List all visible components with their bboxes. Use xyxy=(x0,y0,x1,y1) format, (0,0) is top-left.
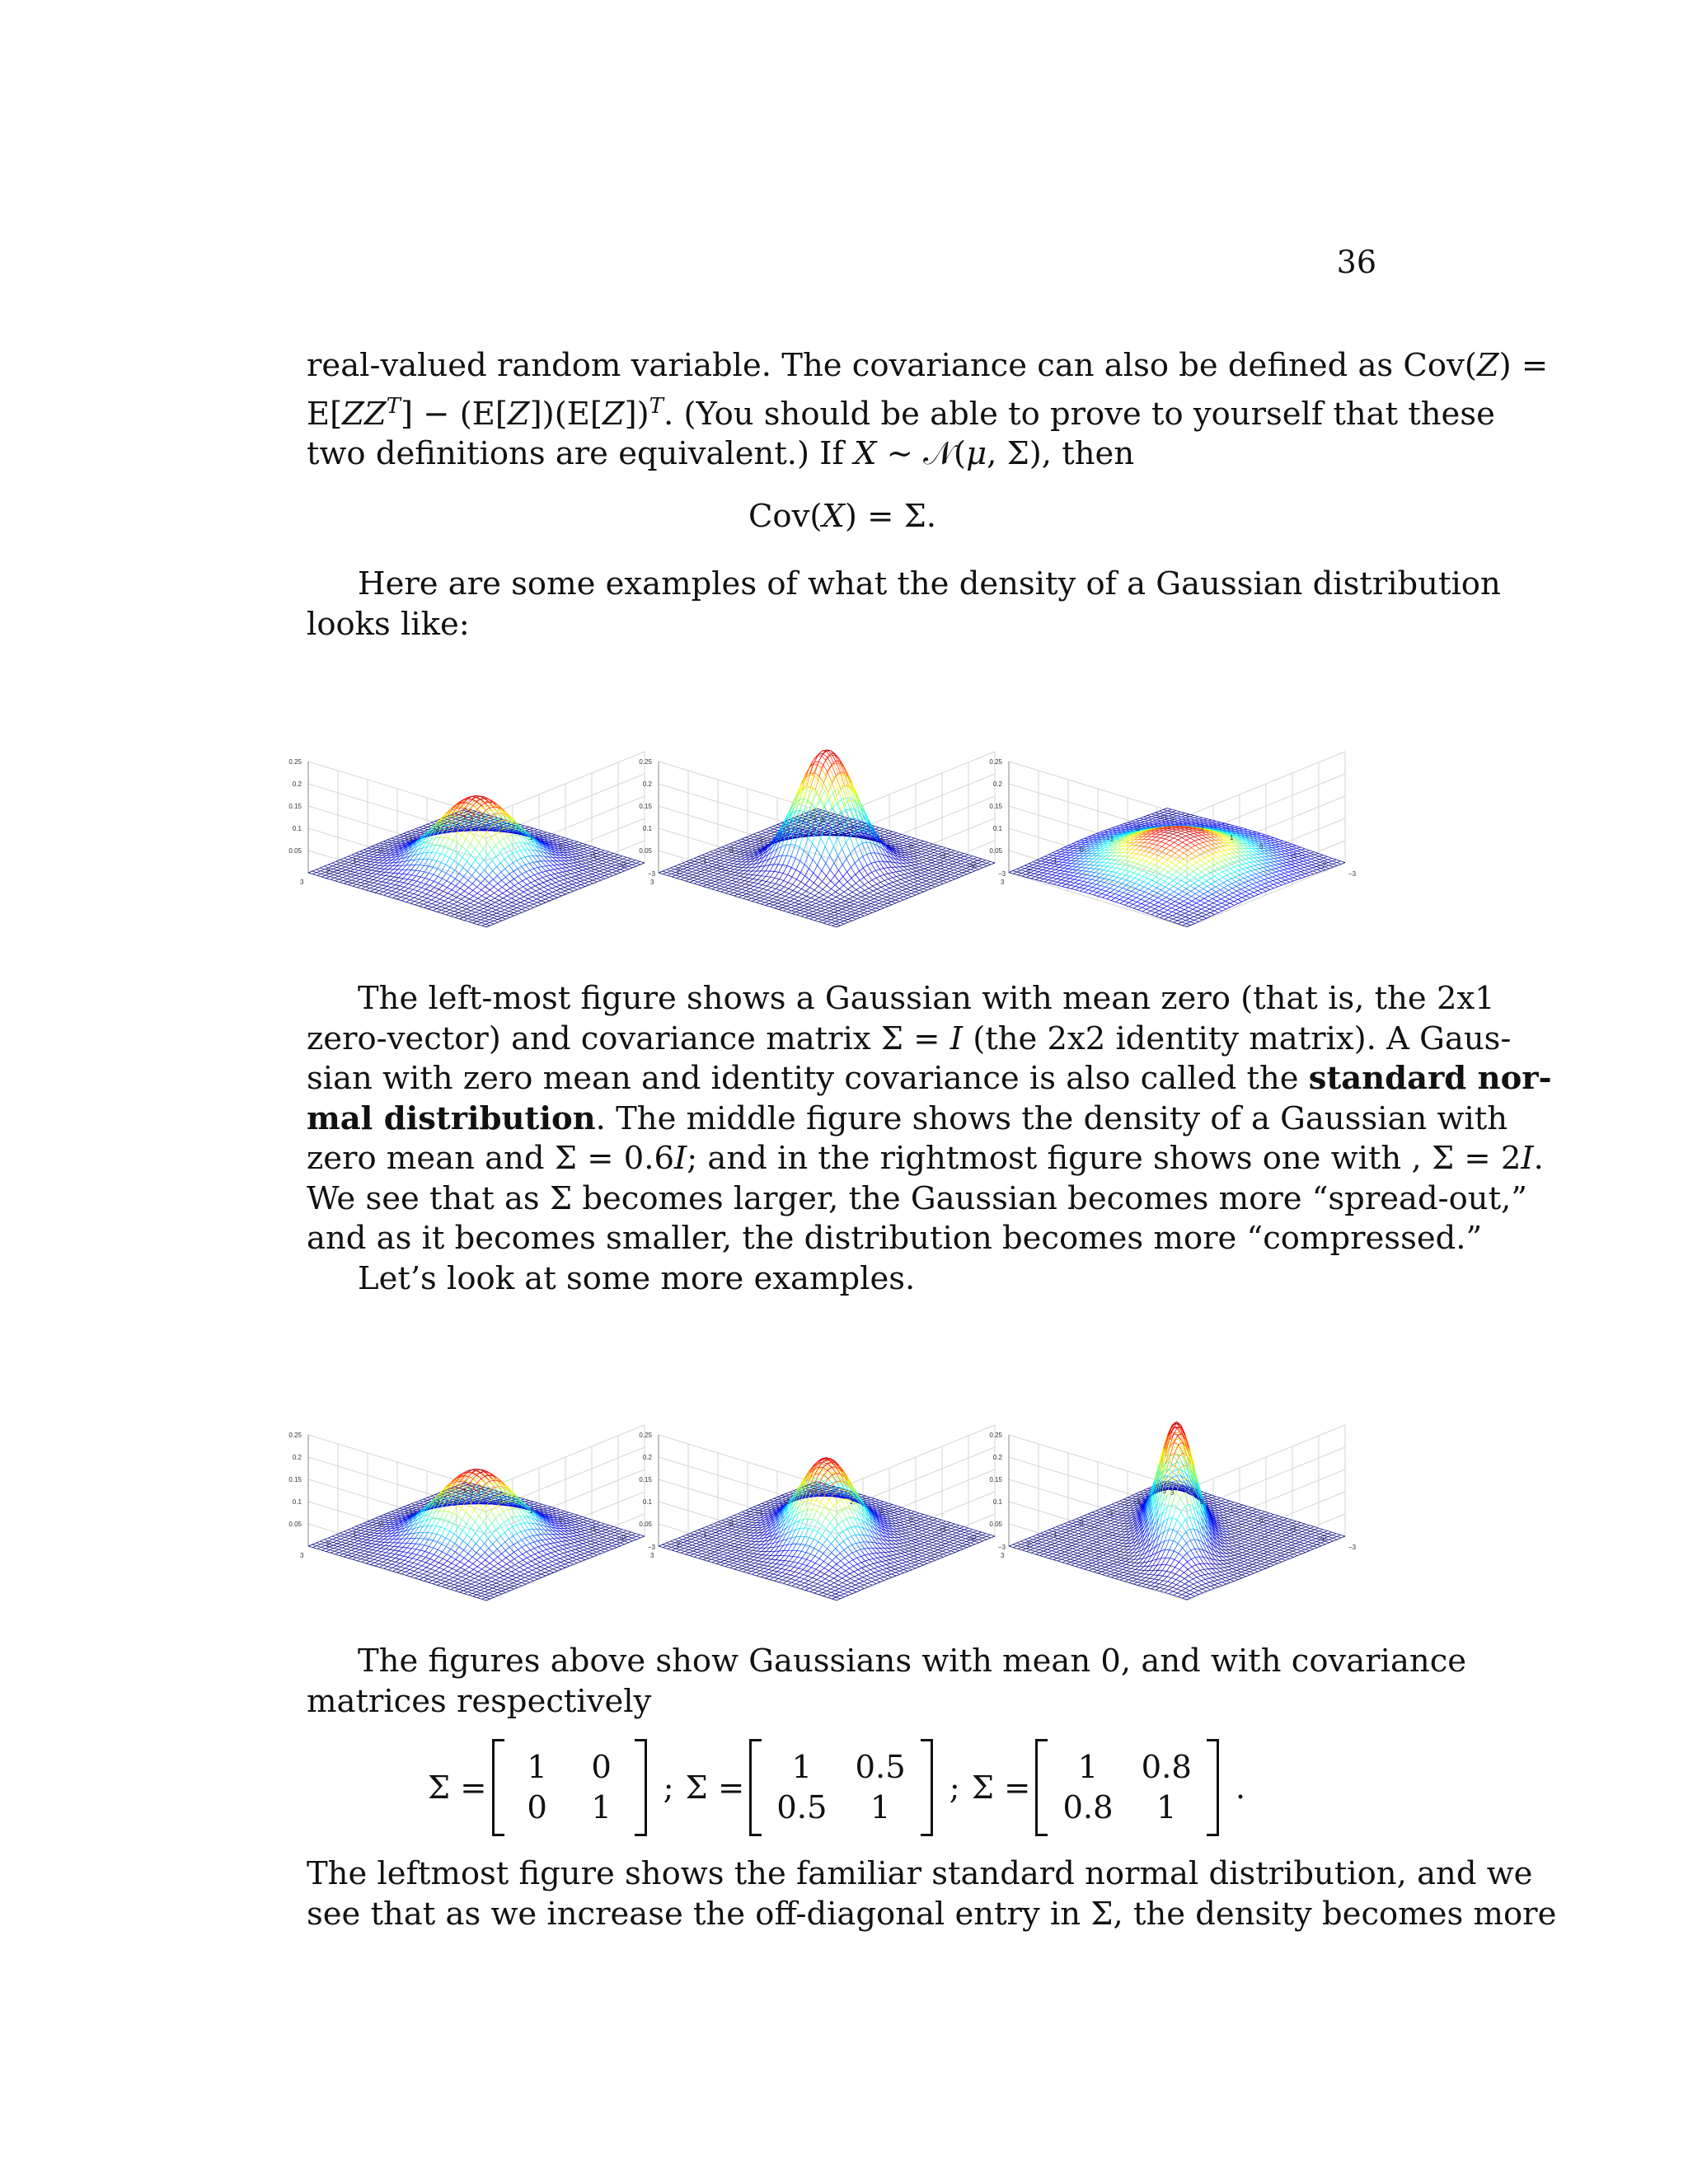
figure-row-correlated xyxy=(297,1339,1385,1624)
y-tick-label: 1 xyxy=(353,1530,357,1538)
z-tick-label: 0.25 xyxy=(288,1432,302,1439)
z-tick-label: 0.15 xyxy=(639,1476,652,1483)
y-tick-label: 1 xyxy=(1053,1530,1057,1538)
y-tick-label: 1 xyxy=(703,1530,707,1538)
sigma-label: Σ = xyxy=(428,1769,487,1807)
z-tick-label: 0.15 xyxy=(639,803,652,810)
y-tick-label: 3 xyxy=(1001,1552,1005,1559)
y-tick-label: 0 xyxy=(379,1520,383,1527)
x-tick-label: −2 xyxy=(968,861,977,869)
text-line: mal distribution. The middle figure shows the density of a Gaussian with xyxy=(307,1099,1378,1140)
x-tick-label: 3 xyxy=(470,816,474,823)
y-tick-label: −2 xyxy=(782,1498,790,1506)
z-tick-label: 0.2 xyxy=(643,780,653,788)
matrix-2: 1 0.5 0.5 1 xyxy=(749,1739,932,1836)
x-tick-label: 2 xyxy=(1200,825,1204,832)
x-tick-label: −3 xyxy=(648,1544,656,1551)
y-tick-label: 3 xyxy=(650,1552,654,1559)
text-line: The left-most figure shows a Gaussian with mean zero (that is, the 2x1 xyxy=(307,979,1378,1019)
z-tick-label: 0.25 xyxy=(989,758,1002,766)
x-tick-label: −2 xyxy=(968,1535,977,1542)
text-line: and as it becomes smaller, the distribution becomes more “compressed.” xyxy=(307,1219,1378,1259)
y-tick-label: −3 xyxy=(809,814,817,822)
y-tick-label: −3 xyxy=(458,814,467,822)
gaussian-surface-plot-5 xyxy=(639,1425,1006,1601)
page-number: 36 xyxy=(1302,244,1376,280)
y-tick-label: −2 xyxy=(1132,825,1141,832)
y-tick-label: −3 xyxy=(458,1488,467,1495)
x-tick-label: −1 xyxy=(588,1526,597,1533)
x-tick-label: −3 xyxy=(998,870,1006,878)
gaussian-surface-plot-2 xyxy=(639,750,1006,927)
y-tick-label: 2 xyxy=(1027,1541,1031,1549)
sigma-label: Σ = xyxy=(972,1769,1031,1807)
x-tick-label: 3 xyxy=(820,1489,824,1497)
z-tick-label: 0.05 xyxy=(639,1521,652,1528)
end-period: . xyxy=(1236,1769,1245,1807)
z-tick-label: 0.15 xyxy=(288,1476,302,1483)
z-tick-label: 0.15 xyxy=(288,803,302,810)
z-tick-label: 0.2 xyxy=(993,1454,1003,1461)
y-tick-label: −3 xyxy=(1159,814,1167,822)
z-tick-label: 0.1 xyxy=(643,825,653,832)
z-tick-label: 0.2 xyxy=(643,1454,653,1461)
y-tick-label: 3 xyxy=(300,1552,304,1559)
x-tick-label: 3 xyxy=(1170,1489,1175,1497)
text-line: zero-vector) and covariance matrix Σ = I (the 2x2 identity matrix). A Gaus- xyxy=(307,1019,1378,1060)
y-tick-label: −2 xyxy=(432,825,440,832)
x-tick-label: −2 xyxy=(1319,861,1327,869)
y-tick-label: 2 xyxy=(677,1541,681,1549)
x-tick-label: 0 xyxy=(1259,1516,1264,1524)
z-tick-label: 0.2 xyxy=(293,1454,302,1461)
z-tick-label: 0.1 xyxy=(993,825,1003,832)
x-tick-label: 0 xyxy=(1259,843,1264,851)
text-line: Let’s look at some more examples. xyxy=(307,1259,1378,1300)
z-tick-label: 0.2 xyxy=(293,780,302,788)
y-tick-label: −1 xyxy=(406,1509,414,1516)
y-tick-label: 0 xyxy=(1080,846,1084,854)
z-tick-label: 0.05 xyxy=(288,847,302,855)
y-tick-label: 0 xyxy=(729,846,734,854)
text-line: real-valued random variable. The covariance can also be defined as Cov(Z) = xyxy=(307,346,1378,387)
text-line: zero mean and Σ = 0.6I; and in the rightmost figure shows one with , Σ = 2I. xyxy=(307,1139,1378,1179)
x-tick-label: 3 xyxy=(1170,816,1175,823)
x-tick-label: −1 xyxy=(939,852,947,860)
y-tick-label: 1 xyxy=(353,857,357,865)
x-tick-label: 1 xyxy=(529,1507,533,1515)
text-line: Here are some examples of what the density of a Gaussian distribution xyxy=(307,565,1378,605)
text-line: sian with zero mean and identity covariance is also called the standard nor- xyxy=(307,1059,1378,1099)
y-tick-label: −2 xyxy=(782,825,790,832)
x-tick-label: 1 xyxy=(1230,834,1234,841)
y-tick-label: −1 xyxy=(406,836,414,843)
z-tick-label: 0.1 xyxy=(293,1498,302,1506)
z-tick-label: 0.15 xyxy=(989,1476,1002,1483)
x-tick-label: −1 xyxy=(1289,852,1297,860)
y-tick-label: −3 xyxy=(809,1488,817,1495)
sigma-label: Σ = xyxy=(686,1769,745,1807)
x-tick-label: 2 xyxy=(850,825,854,832)
z-tick-label: 0.25 xyxy=(639,1432,652,1439)
matrix-equation xyxy=(307,1739,1378,1836)
x-tick-label: 0 xyxy=(559,843,563,851)
x-tick-label: 2 xyxy=(1200,1498,1204,1506)
text-line: $E[ZZ^T] - (E[Z])(E[Z])^T$. (You should be able to prove to yourself that these xyxy=(307,387,1378,434)
z-tick-label: 0.1 xyxy=(643,1498,653,1506)
y-tick-label: 2 xyxy=(677,868,681,875)
text-line: two definitions are equivalent.) If X ∼ 𝒩(μ, Σ), then xyxy=(307,434,1378,475)
y-tick-label: −1 xyxy=(1106,836,1114,843)
x-tick-label: 0 xyxy=(909,843,913,851)
y-tick-label: 2 xyxy=(326,868,331,875)
paragraph-covariance xyxy=(307,346,1378,474)
x-tick-label: 1 xyxy=(529,834,533,841)
y-tick-label: −1 xyxy=(756,1509,764,1516)
y-tick-label: 3 xyxy=(1001,879,1005,886)
matrix-1: 1 0 0 1 xyxy=(492,1739,647,1836)
x-tick-label: 2 xyxy=(499,825,504,832)
y-tick-label: −2 xyxy=(1132,1498,1141,1506)
separator: ; xyxy=(950,1769,960,1807)
y-tick-label: 0 xyxy=(1080,1520,1084,1527)
text-line: see that as we increase the off-diagonal entry in Σ, the density becomes more xyxy=(307,1895,1378,1935)
paragraph-off-diagonal xyxy=(307,1854,1378,1934)
x-tick-label: −2 xyxy=(618,861,626,869)
x-tick-label: −3 xyxy=(648,870,656,878)
separator: ; xyxy=(663,1769,674,1807)
z-tick-label: 0.05 xyxy=(989,1521,1002,1528)
y-tick-label: −1 xyxy=(1106,1509,1114,1516)
z-tick-label: 0.05 xyxy=(288,1521,302,1528)
y-tick-label: 3 xyxy=(300,879,304,886)
z-tick-label: 0.05 xyxy=(989,847,1002,855)
paragraph-covariance-matrices xyxy=(307,1642,1378,1722)
x-tick-label: −2 xyxy=(618,1535,626,1542)
x-tick-label: 3 xyxy=(820,816,824,823)
text-line: matrices respectively xyxy=(307,1682,1378,1722)
figure-row-isotropic xyxy=(297,666,1385,950)
paragraph-standard-normal xyxy=(307,979,1378,1299)
y-tick-label: −3 xyxy=(1159,1488,1167,1495)
gaussian-surface-plot-3 xyxy=(989,752,1356,927)
z-tick-label: 0.25 xyxy=(288,758,302,766)
y-tick-label: 1 xyxy=(1053,857,1057,865)
y-tick-label: 0 xyxy=(379,846,383,854)
x-tick-label: −1 xyxy=(939,1526,947,1533)
x-tick-label: −1 xyxy=(588,852,597,860)
z-tick-label: 0.2 xyxy=(993,780,1003,788)
y-tick-label: 2 xyxy=(1027,868,1031,875)
paragraph-examples-intro xyxy=(307,565,1378,644)
x-tick-label: 2 xyxy=(850,1498,854,1506)
text-line: The leftmost figure shows the familiar standard normal distribution, and we xyxy=(307,1854,1378,1895)
x-tick-label: −3 xyxy=(998,1544,1006,1551)
y-tick-label: 2 xyxy=(326,1541,331,1549)
y-tick-label: 0 xyxy=(729,1520,734,1527)
matrix-3: 1 0.8 0.8 1 xyxy=(1035,1739,1218,1836)
x-tick-label: −2 xyxy=(1319,1535,1327,1542)
gaussian-surface-plot-6 xyxy=(989,1422,1356,1601)
y-tick-label: −1 xyxy=(756,836,764,843)
z-tick-label: 0.05 xyxy=(639,847,652,855)
equation-cov-x: Cov(X) = Σ. xyxy=(307,498,1378,535)
gaussian-surface-plot-4 xyxy=(288,1425,655,1601)
x-tick-label: −3 xyxy=(1348,870,1357,878)
x-tick-label: −1 xyxy=(1289,1526,1297,1533)
y-tick-label: −2 xyxy=(432,1498,440,1506)
x-tick-label: 1 xyxy=(1230,1507,1234,1515)
text-line: looks like: xyxy=(307,605,1378,645)
z-tick-label: 0.1 xyxy=(293,825,302,832)
x-tick-label: 1 xyxy=(879,834,884,841)
x-tick-label: 0 xyxy=(909,1516,913,1524)
x-tick-label: 3 xyxy=(470,1489,474,1497)
z-tick-label: 0.1 xyxy=(993,1498,1003,1506)
x-tick-label: 1 xyxy=(879,1507,884,1515)
text-line: The figures above show Gaussians with mean 0, and with covariance xyxy=(307,1642,1378,1682)
z-tick-label: 0.15 xyxy=(989,803,1002,810)
z-tick-label: 0.25 xyxy=(989,1432,1002,1439)
text-line: We see that as Σ becomes larger, the Gaussian becomes more “spread-out,” xyxy=(307,1179,1378,1220)
z-tick-label: 0.25 xyxy=(639,758,652,766)
x-tick-label: 2 xyxy=(499,1498,504,1506)
y-tick-label: 3 xyxy=(650,879,654,886)
x-tick-label: −3 xyxy=(1348,1544,1357,1551)
x-tick-label: 0 xyxy=(559,1516,563,1524)
gaussian-surface-plot-1 xyxy=(288,752,655,927)
y-tick-label: 1 xyxy=(703,857,707,865)
